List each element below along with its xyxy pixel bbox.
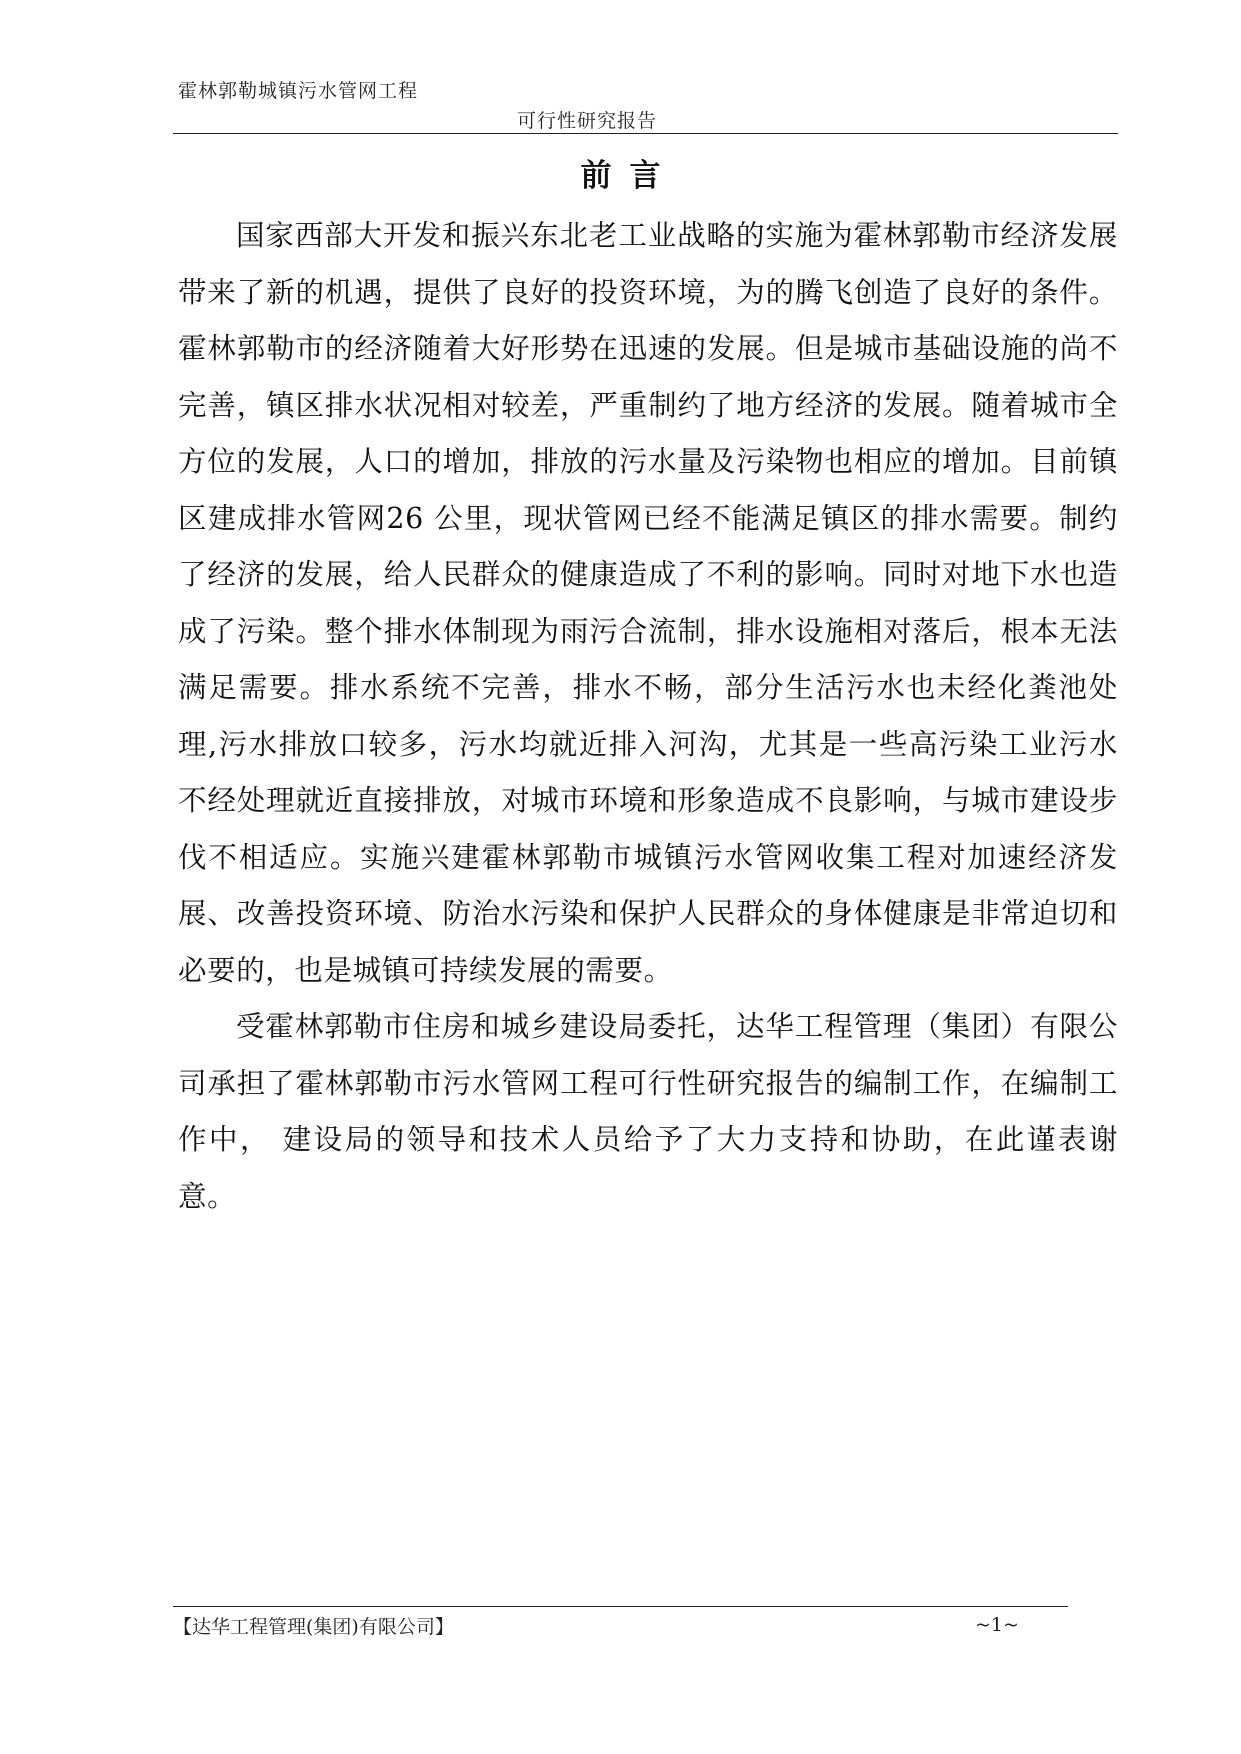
page-number: ~1~: [975, 1614, 1019, 1636]
header-project-name: 霍林郭勒城镇污水管网工程: [178, 80, 419, 102]
header-divider: [173, 133, 1118, 134]
paragraph-intro: 国家西部大开发和振兴东北老工业战略的实施为霍林郭勒市经济发展带来了新的机遇，提供了良好的投资环境，为的腾飞创造了良好的条件。霍林郭勒市的经济随着大好形势在迅速的发展。但是城市基础设施的尚不完善，镇区排水状况相对较差，严重制约了地方经济的发展。随着城市全方位的发展，人口的增加，排放的污水量及污染物也相应的增加。目前镇区建成排水管网26 公里，现状管网已经不能满足镇区的排水需要。制约了经济的发展，给人民群众的健康造成了不利的影响。同时对地下水也造成了污染。整个排水体制现为雨污合流制，排水设施相对落后，根本无法满足需要。排水系统不完善，排水不畅，部分生活污水也未经化粪池处理,污水排放口较多，污水均就近排入河沟，尤其是一些高污染工业污水不经处理就近直接排放，对城市环境和形象造成不良影响，与城市建设步伐不相适应。实施兴建霍林郭勒市城镇污水管网收集工程对加速经济发展、改善投资环境、防治水污染和保护人民群众的身体健康是非常迫切和必要的，也是城镇可持续发展的需要。: [178, 219, 1118, 987]
body-text: [178, 208, 1118, 1225]
header-report-type: 可行性研究报告: [517, 110, 658, 132]
footer-company-name: 【达华工程管理(集团)有限公司】: [173, 1616, 454, 1638]
page-title: 前言: [580, 158, 679, 194]
footer-divider: [173, 1606, 1068, 1607]
paragraph-acknowledgement: 受霍林郭勒市住房和城乡建设局委托，达华工程管理（集团）有限公司承担了霍林郭勒市污水管网工程可行性研究报告的编制工作，在编制工作中， 建设局的领导和技术人员给予了大力支持和协助，在此谨表谢意。: [178, 1010, 1118, 1213]
